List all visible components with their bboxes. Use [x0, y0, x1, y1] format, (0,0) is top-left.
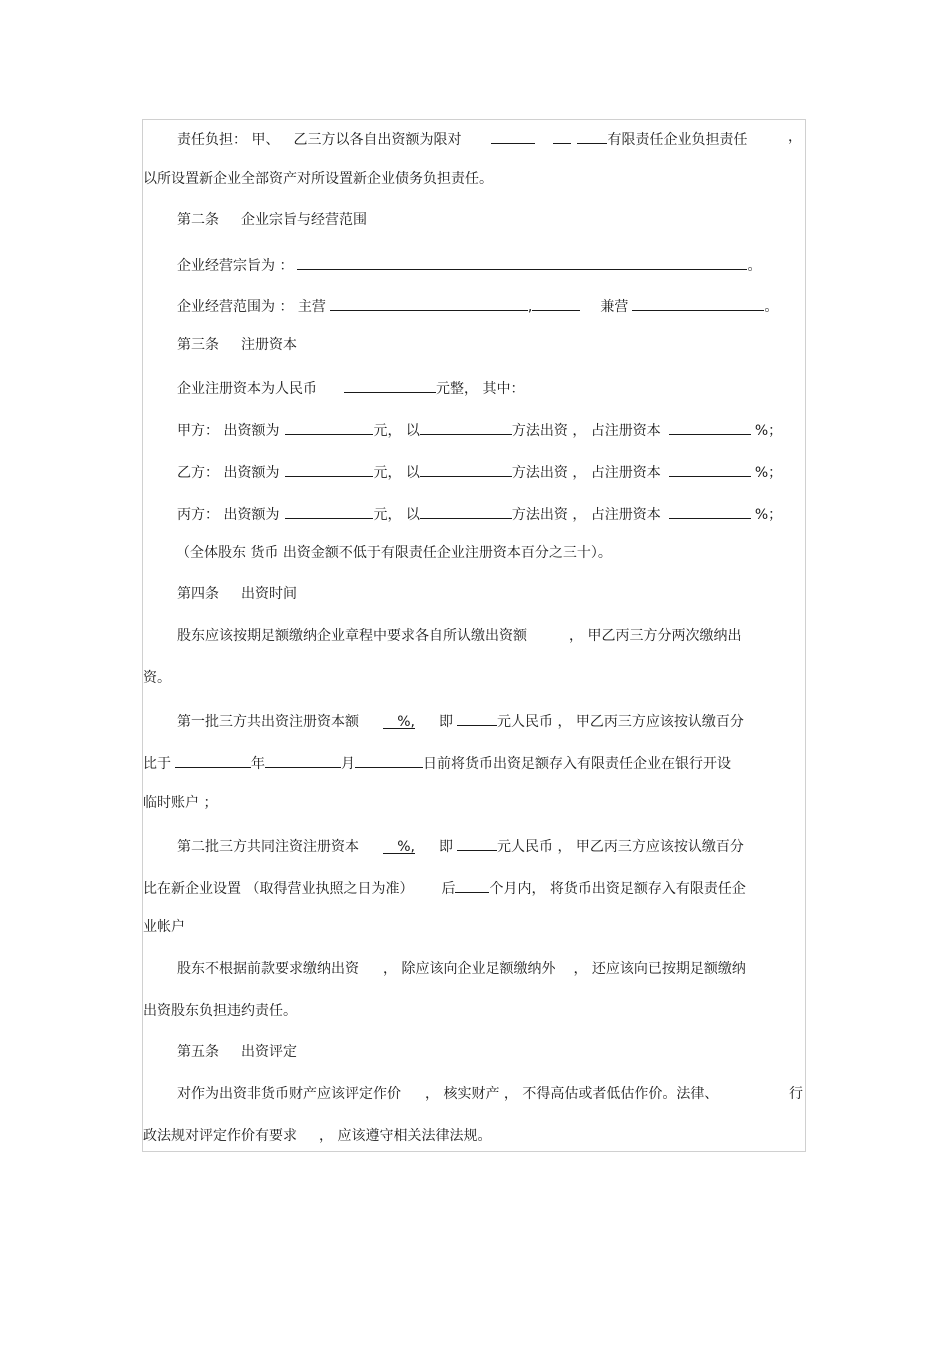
batch-1-amount[interactable] [457, 710, 497, 726]
text: 后 [441, 881, 456, 897]
art5-line-2 [143, 1127, 491, 1145]
main-scope-blank[interactable] [330, 295, 528, 311]
text: ， 应该遵守相关法律法规。 [319, 1128, 492, 1144]
batch-2-amount[interactable] [457, 835, 497, 851]
method-blank[interactable] [420, 503, 512, 519]
yuan-label: 元， 以 [373, 507, 420, 523]
default-line-2: 出资股东负担违约责任。 [143, 1003, 297, 1019]
batch-1-date-line [143, 752, 731, 773]
article-number: 第五条 [177, 1044, 219, 1060]
article-title: 出资评定 [241, 1044, 297, 1060]
method-label: 方法出资 ， 占注册资本 [511, 465, 661, 481]
liability-text-b: 乙三方以各自出资额为限对 [293, 132, 462, 148]
text: ， 甲乙丙三方分两次缴纳出 [569, 628, 742, 644]
yuan-label: 元， 以 [373, 465, 420, 481]
art4-para-1-end: 资。 [143, 670, 171, 686]
article-2-heading [177, 211, 367, 229]
party-label: 甲方： 出资额为 [177, 423, 280, 439]
yuan-label: 元， 以 [373, 423, 420, 439]
main-scope-blank-2[interactable] [532, 295, 580, 311]
amount-blank[interactable] [285, 461, 373, 477]
text: ， 除应该向企业足额缴纳外 [383, 961, 556, 977]
text: 月 [341, 756, 355, 772]
method-label: 方法出资 ， 占注册资本 [511, 423, 661, 439]
art4-para-1 [177, 627, 741, 645]
capital-line [177, 377, 524, 398]
purpose-line [177, 254, 761, 275]
capital-note: （全体股东 货币 出资金额不低于有限责任企业注册资本百分之三十）。 [176, 545, 612, 561]
percent-label: %； [754, 507, 783, 523]
method-label: 方法出资 ， 占注册资本 [511, 507, 661, 523]
months-blank[interactable] [455, 877, 489, 893]
article-5-heading [177, 1043, 297, 1061]
batch-2-percent[interactable] [383, 838, 415, 854]
capital-label: 企业注册资本为人民币 [177, 381, 317, 397]
text: 第一批三方共出资注册资本额 [177, 714, 359, 730]
article-4-heading [177, 585, 297, 603]
party-c-line [177, 503, 782, 524]
purpose-label: 企业经营宗旨为 ： [177, 258, 294, 274]
text: ， 核实财产 ， 不得高估或者低估作价。法律、 [425, 1086, 719, 1102]
text: 对作为出资非货币财产应该评定作价 [177, 1086, 401, 1102]
party-b-line [177, 461, 782, 482]
month-blank[interactable] [265, 752, 341, 768]
liability-line-2: 以所设置新企业全部资产对所设置新企业债务负担责任。 [143, 171, 493, 187]
percent-mark: %, [397, 839, 415, 855]
art5-line [177, 1085, 718, 1103]
article-title: 出资时间 [241, 586, 297, 602]
liability-line [177, 128, 747, 149]
text: 即 [439, 714, 453, 730]
batch-2-end: 业帐户 [143, 919, 185, 935]
article-3-heading [177, 336, 297, 354]
capital-blank[interactable] [344, 377, 436, 393]
liability-text-c: 有限责任企业负担责任 [607, 132, 748, 148]
period: 。 [764, 299, 779, 315]
percent-blank[interactable] [669, 461, 751, 477]
amount-blank[interactable] [285, 503, 373, 519]
text: 元人民币 ， 甲乙丙三方应该按认缴百分 [497, 714, 744, 730]
text: 日前将货币出资足额存入有限责任企业在银行开设 [423, 756, 731, 772]
liability-comma: ， [788, 129, 802, 145]
blank[interactable] [553, 128, 571, 144]
batch-1-percent[interactable] [383, 713, 415, 729]
day-blank[interactable] [355, 752, 423, 768]
liability-text-a: 责任负担： 甲、 [177, 132, 280, 148]
batch-1-line [177, 710, 744, 731]
article-number: 第二条 [177, 212, 219, 228]
text: 股东不根据前款要求缴纳出资 [177, 961, 359, 977]
default-line [177, 960, 746, 978]
article-number: 第三条 [177, 337, 219, 353]
text: 年 [251, 756, 265, 772]
party-label: 乙方： 出资额为 [177, 465, 280, 481]
batch-1-end: 临时账户 ； [143, 795, 218, 811]
percent-blank[interactable] [669, 419, 751, 435]
batch-2-line [177, 835, 744, 856]
article-title: 企业宗旨与经营范围 [241, 212, 367, 228]
article-number: 第四条 [177, 586, 219, 602]
article-title: 注册资本 [241, 337, 297, 353]
party-label: 丙方： 出资额为 [177, 507, 280, 523]
blank[interactable] [577, 128, 607, 144]
text: 政法规对评定作价有要求 [143, 1128, 297, 1144]
capital-label-b: 元整， 其中： [436, 381, 525, 397]
text: 即 [439, 839, 453, 855]
period: 。 [747, 258, 762, 274]
method-blank[interactable] [420, 419, 512, 435]
percent-label: %； [754, 423, 783, 439]
text: 第二批三方共同注资注册资本 [177, 839, 359, 855]
year-blank[interactable] [175, 752, 251, 768]
batch-2-line-2 [143, 877, 746, 898]
text: 个月内， 将货币出资足额存入有限责任企 [489, 881, 746, 897]
blank[interactable] [491, 128, 535, 144]
purpose-blank[interactable] [297, 254, 747, 270]
amount-blank[interactable] [285, 419, 373, 435]
party-a-line [177, 419, 782, 440]
percent-mark: %, [397, 714, 415, 730]
text: 股东应该按期足额缴纳企业章程中要求各自所认缴出资额 [177, 628, 527, 644]
text: 比在新企业设置 （取得营业执照之日为准） [143, 881, 414, 897]
side-scope-label: 兼营 [600, 299, 629, 315]
comma: , [527, 299, 533, 315]
text: 行 [789, 1086, 803, 1102]
scope-label: 企业经营范围为 ： 主营 [177, 299, 326, 315]
side-scope-blank[interactable] [632, 295, 764, 311]
percent-blank[interactable] [669, 503, 751, 519]
scope-line [177, 295, 778, 316]
method-blank[interactable] [420, 461, 512, 477]
text: ， 还应该向已按期足额缴纳 [573, 961, 746, 977]
text: 元人民币 ， 甲乙丙三方应该按认缴百分 [497, 839, 744, 855]
text: 比于 [143, 756, 171, 772]
percent-label: %； [754, 465, 783, 481]
